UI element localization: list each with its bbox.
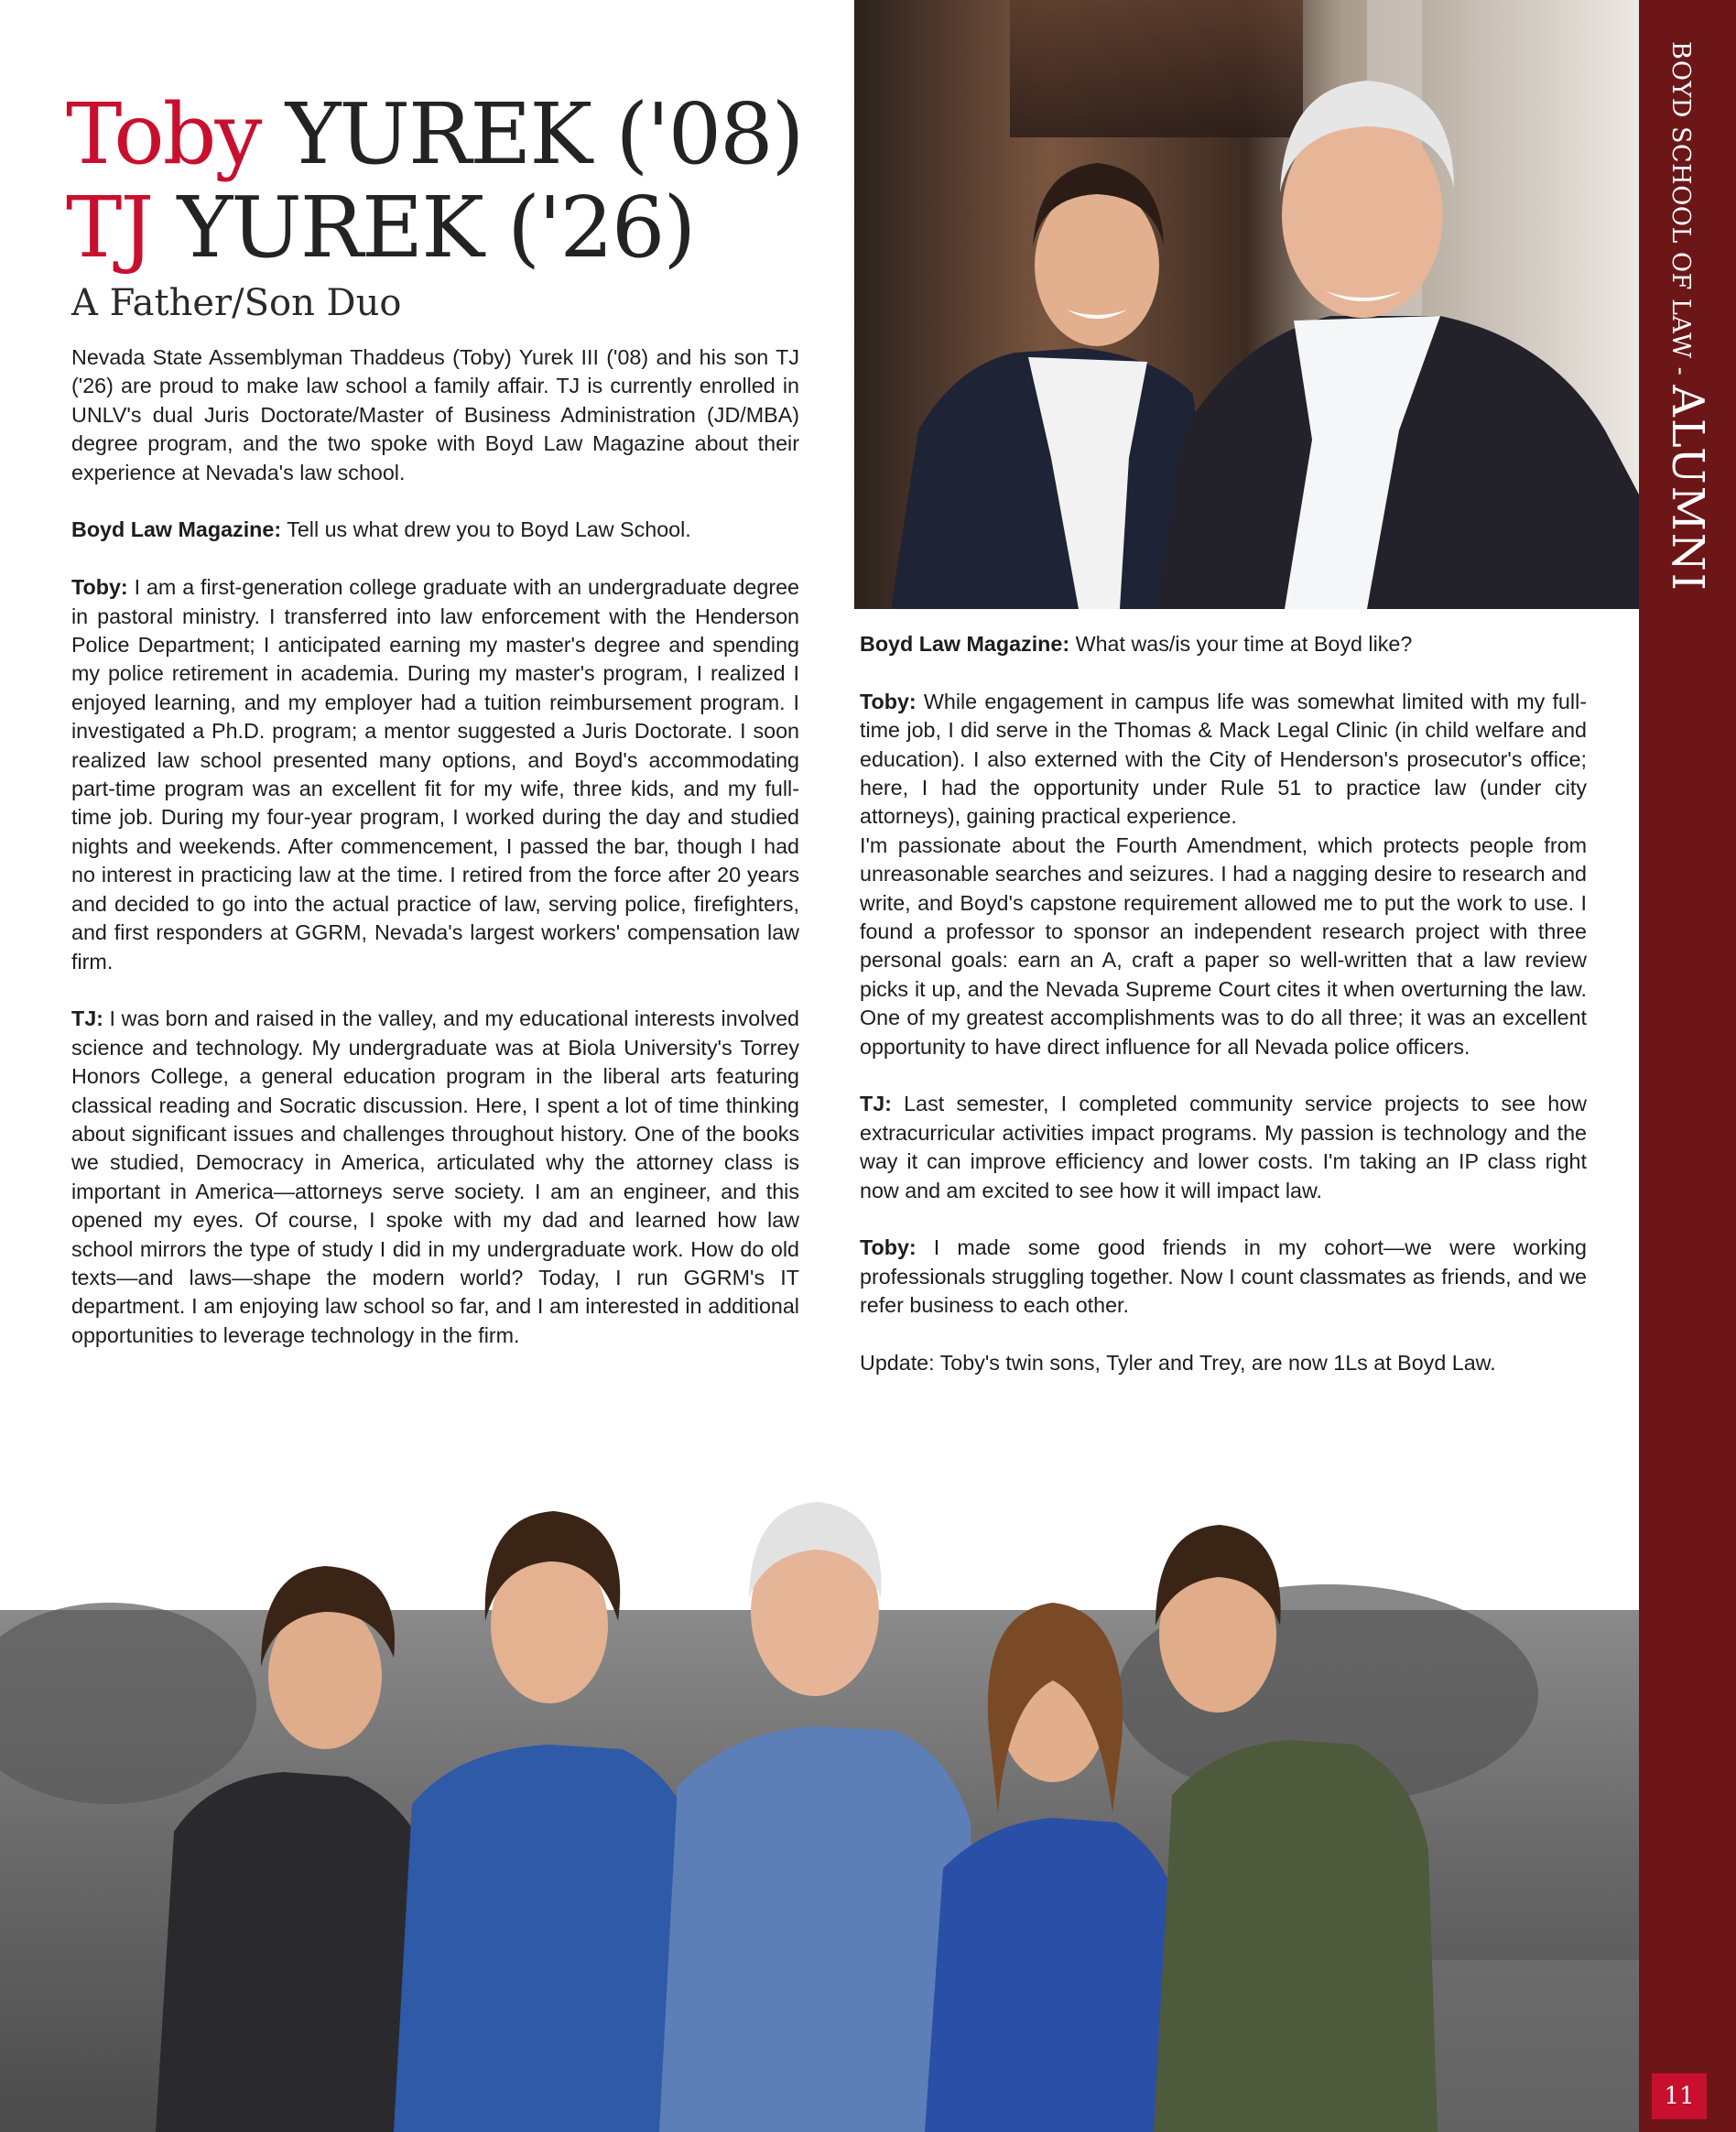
question-text: What was/is your time at Boyd like?: [1069, 632, 1413, 656]
family-photo-art: [0, 1484, 1639, 2132]
section-label-school: BOYD SCHOOL OF LAW -: [1666, 41, 1695, 376]
title-surname-2: YUREK ('26): [152, 179, 695, 277]
subtitle: A Father/Son Duo: [71, 282, 402, 324]
answer-paragraph-continued: I'm passionate about the Fourth Amendment, which protects people from unreasonable searches and seizures. I had a nagging desire to research and write, and Boyd's capstone requirement allowed me to put the work to use. I found a professor to sponsor an independent research project with three personal goals: earn an A, craft a paper so well-written that a law review picks it up, and the Nevada Supreme Court cites it when overturning the law. One of my greatest accomplishments was to do all three; it was an excellent opportunity to have direct influence for all Nevada police officers.: [860, 832, 1587, 1059]
title-first-name-toby: Toby: [66, 85, 261, 183]
answer-paragraph: [860, 1090, 1587, 1205]
question-paragraph: [860, 630, 1587, 658]
speaker-label: TJ:: [71, 1006, 103, 1031]
speaker-label: TJ:: [860, 1092, 892, 1116]
page-number: 11: [1652, 2073, 1707, 2119]
speaker-label: Boyd Law Magazine:: [860, 632, 1070, 656]
update-note: Update: Toby's twin sons, Tyler and Trey, are now 1Ls at Boyd Law.: [860, 1351, 1496, 1376]
answer-paragraph: [71, 573, 799, 976]
title-line-2: [66, 181, 803, 275]
answer-text: I was born and raised in the valley, and my educational interests involved science and technology. My undergraduate was at Biola University's Torrey Honors College, a general education program in the liberal arts featuring classical reading and Socratic discussion. Here, I spent a lot of time thinking about significant issues and challenges throughout history. One of the books we studied, Democracy in America, articulated why the attorney class is important in America—attorneys serve society. I am an engineer, and this opened my eyes. Of course, I spoke with my dad and learned how law school mirrors the type of study I did in my undergraduate work. How do old texts—and laws—shape the modern world? Today, I run GGRM's IT department. I am enjoying law school so far, and I am interested in additional opportunities to leverage technology in the firm.: [71, 1006, 799, 1347]
answer-paragraph: [860, 688, 1587, 832]
section-label: [1662, 41, 1713, 593]
answer-paragraph: [71, 1005, 799, 1350]
question-paragraph: [71, 516, 799, 544]
family-photo: [0, 1484, 1639, 2132]
answer-text: While engagement in campus life was somewhat limited with my full-time job, I did serve in the Thomas & Mack Legal Clinic (in child welfare and education). I also externed with the City of Henderson's prosecutor's office; here, I had the opportunity under Rule 51 to practice law (under city attorneys), gaining practical experience.: [860, 689, 1587, 829]
father-son-photo-art: [854, 0, 1639, 609]
answer-text: I made some good friends in my cohort—we were working professionals struggling together. Now I count classmates as friends, and we refer business to each other.: [860, 1235, 1587, 1318]
title-first-name-tj: TJ: [66, 179, 153, 277]
question-text: Tell us what drew you to Boyd Law School.: [281, 517, 691, 542]
page-title: [66, 85, 803, 277]
section-label-alumni: ALUMNI: [1662, 385, 1713, 593]
speaker-label: Toby:: [860, 689, 917, 713]
speaker-label: Toby:: [860, 1235, 917, 1260]
article-right-column: [860, 630, 1587, 1407]
answer-text: Last semester, I completed community service projects to see how extracurricular activities impact programs. My passion is technology and the way it can improve efficiency and lower costs. I'm taking an IP class right now and am excited to see how it will impact law.: [860, 1092, 1587, 1202]
article-left-column: [71, 343, 799, 1379]
answer-paragraph: [860, 1234, 1587, 1320]
father-son-photo: [854, 0, 1639, 609]
intro-paragraph: Nevada State Assemblyman Thaddeus (Toby) Yurek III ('08) and his son TJ ('26) are proud to make law school a family affair. TJ is currently enrolled in UNLV's dual Juris Doctorate/Master of Business Administration (JD/MBA) degree program, and the two spoke with Boyd Law Magazine about their experience at Nevada's law school.: [71, 345, 799, 484]
speaker-label: Boyd Law Magazine:: [71, 517, 282, 542]
answer-text: I am a first-generation college graduate with an undergraduate degree in pastoral ministry. I transferred into law enforcement with the Henderson Police Department; I anticipated earning my master's degree and spending my police retirement in academia. During my master's program, I realized I enjoyed learning, and my employer had a tuition reimbursement program. I investigated a Ph.D. program; a mentor suggested a Juris Doctorate. I soon realized law school presented many options, and Boyd's accommodating part-time program was an excellent fit for my wife, three kids, and my full-time job. During my four-year program, I worked during the day and studied nights and weekends. After commencement, I passed the bar, though I had no interest in practicing law at the time. I retired from the force after 20 years and decided to go into the actual practice of law, serving police, firefighters, and first responders at GGRM, Nevada's largest workers' compensation law firm.: [71, 575, 799, 974]
title-surname-1: YUREK ('08): [260, 85, 803, 183]
speaker-label: Toby:: [71, 575, 128, 600]
title-line-1: [66, 85, 803, 183]
